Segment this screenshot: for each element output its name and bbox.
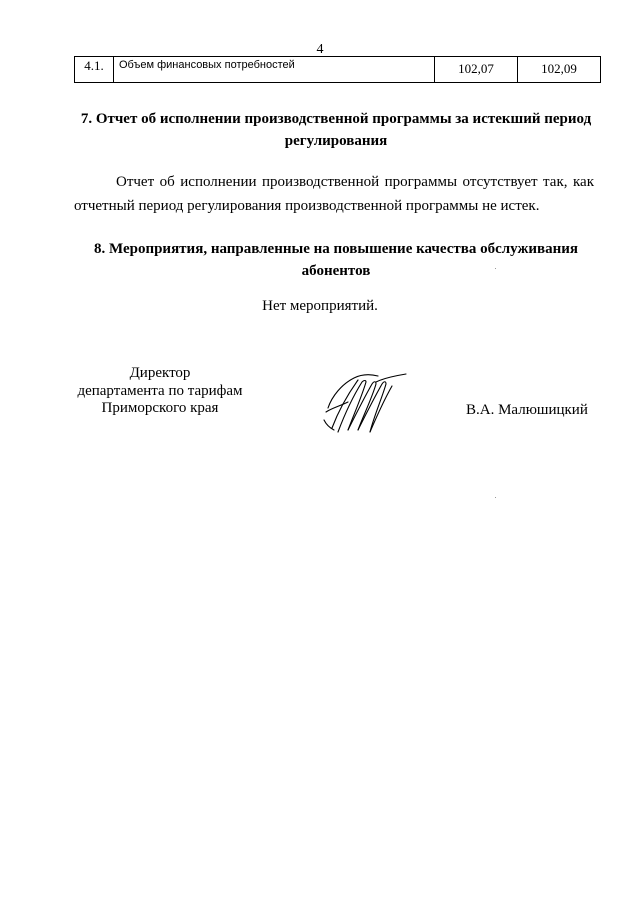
financial-table bbox=[74, 56, 601, 83]
signer-position-line-3: Приморского края bbox=[101, 400, 219, 416]
row-value-1-cell: 102,07 bbox=[435, 57, 518, 83]
section-8-text: Нет мероприятий. bbox=[262, 298, 378, 314]
section-7-paragraph: Отчет об исполнении производственной программы отсутствует так, как отчетный период регулирования производственной программы не истек. bbox=[74, 174, 594, 214]
signer-position bbox=[60, 365, 260, 418]
section-8-title-line-1: 8. Мероприятия, направленные на повышение качества обслуживания bbox=[93, 241, 578, 257]
section-7-title bbox=[60, 108, 612, 152]
scan-speck bbox=[495, 497, 496, 498]
section-7-title-line-2: регулирования bbox=[284, 133, 388, 149]
handwritten-signature bbox=[318, 368, 410, 438]
signer-position-line-2: департамента по тарифам bbox=[77, 382, 243, 399]
scan-speck bbox=[495, 268, 496, 269]
section-8-title-line-2: абонентов bbox=[301, 263, 371, 279]
signer-position-line-1: Директор bbox=[129, 365, 191, 381]
table-row bbox=[75, 57, 601, 83]
page-number: 4 bbox=[316, 42, 324, 57]
signer-name: В.А. Малюшицкий bbox=[466, 402, 588, 418]
section-8-title bbox=[60, 238, 612, 282]
row-value-2-cell: 102,09 bbox=[518, 57, 601, 83]
section-7-title-line-1: 7. Отчет об исполнении производственной программы за истекший период bbox=[80, 111, 592, 127]
row-number-cell: 4.1. bbox=[75, 57, 114, 83]
row-name-cell: Объем финансовых потребностей bbox=[114, 57, 435, 83]
